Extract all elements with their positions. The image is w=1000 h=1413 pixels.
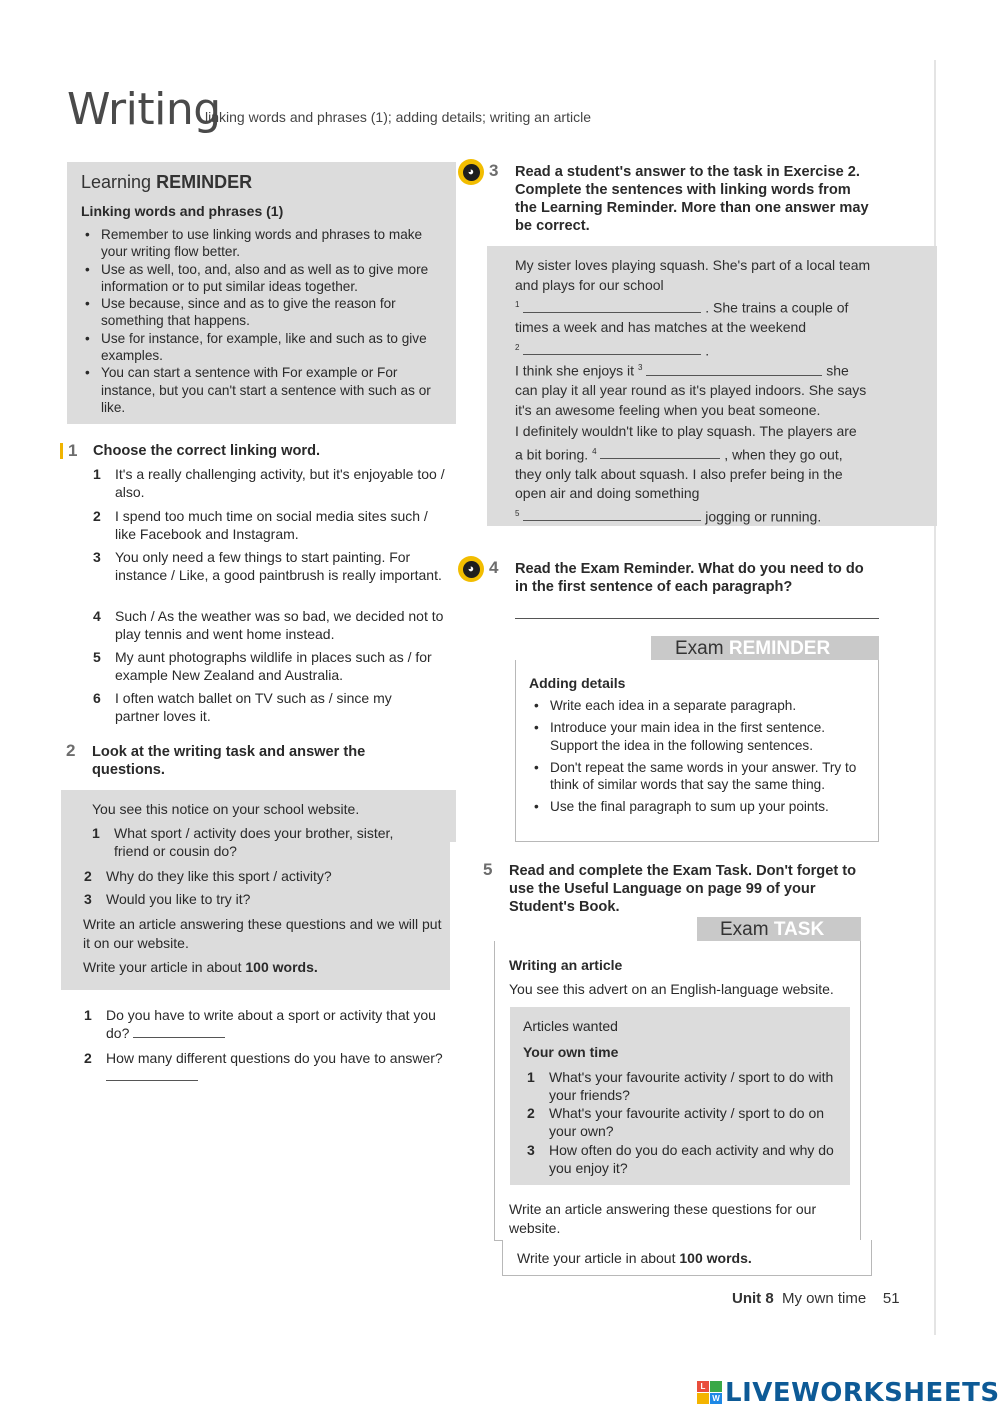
para1-text-b: . She trains a couple of times a week and has matches at the weekend: [515, 299, 849, 336]
item-number: 1: [93, 466, 101, 482]
para2-text-a: I think she enjoys it: [515, 362, 635, 379]
gap-number: 3: [637, 363, 643, 372]
liveworksheets-wordmark[interactable]: LIVEWORKSHEETS: [725, 1378, 1000, 1408]
item-number: 2: [527, 1105, 535, 1121]
exam-reminder-title: [675, 638, 830, 660]
gap-number: 5: [515, 508, 520, 518]
item-number: 4: [93, 608, 101, 624]
ex4-heading: Read the Exam Reminder. What do you need to do in the first sentence of each paragraph?: [515, 561, 864, 595]
ex1-heading: Choose the correct linking word.: [93, 443, 321, 459]
item-number: 2: [84, 1050, 92, 1066]
learning-reminder-title-light: Learning: [81, 172, 152, 192]
exam-task-intro: You see this advert on an English-language website.: [509, 981, 834, 997]
logo-cell: [710, 1381, 722, 1392]
exam-task-title: [720, 919, 824, 941]
item-number: 2: [93, 508, 101, 524]
item-number: 5: [93, 649, 101, 665]
gap-2-blank[interactable]: [523, 354, 701, 355]
student-answer-para2: [515, 358, 873, 420]
footer-page-number: 51: [882, 1290, 900, 1307]
learning-reminder-title-bold: REMINDER: [156, 172, 253, 192]
answer-blank[interactable]: [106, 1080, 198, 1081]
student-answer-para3: [515, 422, 867, 527]
exam-task-subtitle: Writing an article: [509, 957, 623, 973]
para3-text-c: jogging or running.: [705, 508, 822, 525]
list-item: [93, 507, 445, 543]
exam-reminder-list: [530, 697, 860, 816]
gap-4-blank[interactable]: [600, 458, 720, 459]
exam-task-title-bold: TASK: [773, 919, 825, 940]
list-item: • Use as well, too, and, also and as well as to give more information or to put similar ideas together.: [81, 261, 436, 296]
list-item: • Use for instance, for example, like and such as to give examples.: [81, 330, 436, 365]
item-number: 2: [84, 868, 92, 884]
lightbulb-icon: ◕: [458, 556, 484, 582]
list-item: • Write each idea in a separate paragraph.: [530, 697, 860, 714]
gap-1-blank[interactable]: [523, 312, 701, 313]
list-item: [527, 1068, 837, 1104]
exam-reminder-title-bold: REMINDER: [728, 638, 831, 659]
list-item: [527, 1141, 845, 1177]
para3-text-b: , when they go out, they only talk about squash. I also prefer being in the open air and doing something: [515, 446, 843, 502]
item-number: 1: [92, 825, 100, 841]
page-title: Writing: [67, 84, 221, 135]
item-number: 3: [93, 549, 101, 565]
ex2-number: 2: [66, 741, 76, 760]
ex4-number: 4: [489, 558, 499, 577]
advert-title: Articles wanted: [523, 1018, 618, 1034]
list-item: [84, 890, 444, 908]
ex5-number: 5: [483, 860, 493, 879]
logo-cell: W: [710, 1393, 722, 1404]
word-count-bold: 100 words.: [679, 1250, 752, 1266]
list-item: • Don't repeat the same words in your answer. Try to think of similar words that say the same thing.: [530, 759, 860, 794]
notice-line2-text: Write your article in about: [83, 959, 242, 975]
answer-blank[interactable]: [133, 1037, 225, 1038]
logo-cell: [697, 1393, 709, 1404]
ex5-heading: Read and complete the Exam Task. Don't forget to use the Useful Language on page 99 of your Student's Book.: [509, 863, 857, 915]
list-item: • Use the final paragraph to sum up your points.: [530, 798, 860, 815]
item-text[interactable]: My aunt photographs wildlife in places such as / for example New Zealand and Australia.: [115, 649, 432, 683]
item-number: 3: [84, 891, 92, 907]
item-text[interactable]: I often watch ballet on TV such as / since my partner loves it.: [115, 690, 392, 724]
list-item: • You can start a sentence with For example or For instance, but you can't start a sentence with such as or like.: [81, 364, 436, 416]
para2-text-b: she can play it all year round as it's played indoors. She says it's an awesome feeling when you beat someone.: [515, 362, 867, 418]
item-number: 1: [84, 1007, 92, 1023]
exam-reminder-subtitle: Adding details: [529, 675, 626, 691]
list-item: [93, 607, 455, 643]
para3-text-a: I definitely wouldn't like to play squash. The players are a bit boring.: [515, 423, 857, 463]
student-answer-para1: My sister loves playing squash. She's part of a local team and plays for our school $^1$ . She trains a couple of times a week and has matches at the weekend $^2$ .: [515, 257, 871, 359]
word-count-text: Write your article in about: [517, 1250, 676, 1266]
list-item: • Use because, since and as to give the reason for something that happens.: [81, 295, 436, 330]
ex1-number: 1: [68, 441, 78, 460]
ex3-number: 3: [489, 161, 499, 180]
list-item: • Introduce your main idea in the first sentence. Support the idea in the following sentences.: [530, 719, 860, 754]
page-subtitle: linking words and phrases (1); adding details; writing an article: [205, 109, 591, 125]
list-item: [84, 1049, 446, 1085]
exam-task-write-line: Write an article answering these questions for our website.: [509, 1201, 817, 1236]
item-number: 1: [527, 1069, 535, 1085]
exam-task-title-light: Exam: [720, 919, 769, 940]
footer-unit: Unit 8: [732, 1290, 774, 1307]
gap-number: 4: [592, 446, 597, 456]
lightbulb-icon: ◕: [458, 159, 484, 185]
item-text: What's your favourite activity / sport to do on your own?: [549, 1105, 825, 1139]
list-item: [527, 1104, 837, 1140]
ex4-answer-line[interactable]: [515, 618, 879, 619]
list-item: [93, 548, 445, 584]
liveworksheets-logo: [697, 1381, 723, 1405]
ex2-heading: Look at the writing task and answer the questions.: [92, 744, 366, 778]
para1-text-a: My sister loves playing squash. She's part of a local team and plays for our school: [515, 257, 871, 293]
item-text: How often do you do each activity and why do you enjoy it?: [549, 1142, 834, 1176]
list-item: [93, 648, 445, 684]
list-item: [84, 867, 444, 885]
item-number: 3: [527, 1142, 535, 1158]
list-item: [93, 689, 433, 725]
list-item: [84, 1006, 446, 1042]
item-text: What's your favourite activity / sport to do with your friends?: [549, 1069, 834, 1103]
item-text: Would you like to try it?: [106, 891, 251, 907]
exam-reminder-title-light: Exam: [675, 638, 724, 659]
exercise-marker: [60, 443, 63, 459]
item-text[interactable]: I spend too much time on social media sites such / like Facebook and Instagram.: [115, 508, 428, 542]
ex3-heading: Read a student's answer to the task in Exercise 2. Complete the sentences with linking words from the Learning Reminder. More than one answer may be correct.: [515, 164, 869, 234]
item-text: Why do they like this sport / activity?: [106, 868, 332, 884]
list-item: • Remember to use linking words and phrases to make your writing flow better.: [81, 226, 436, 261]
footer-unit-title: My own time: [782, 1290, 867, 1307]
gap-5-blank[interactable]: [523, 520, 701, 521]
learning-reminder-title: [81, 172, 252, 193]
notice-line1: Write an article answering these questions and we will put it on our website.: [83, 916, 442, 951]
notice-intro: You see this notice on your school website.: [92, 801, 360, 817]
logo-cell: L: [697, 1381, 709, 1392]
item-text: How many different questions do you have to answer?: [106, 1050, 443, 1066]
gap-3-blank[interactable]: [646, 375, 822, 376]
item-text[interactable]: It's a really challenging activity, but it's enjoyable too / also.: [115, 466, 445, 500]
item-number: 6: [93, 690, 101, 706]
notice-line2-bold: 100 words.: [245, 959, 318, 975]
item-text: What sport / activity does your brother, sister, friend or cousin do?: [114, 825, 394, 859]
gap-number: 1: [515, 300, 520, 309]
list-item: [92, 824, 432, 860]
learning-reminder-subtitle: Linking words and phrases (1): [81, 203, 284, 219]
exam-task-word-count: [517, 1250, 752, 1266]
gap-number: 2: [515, 342, 520, 352]
list-item: [93, 465, 445, 501]
page-footer: [732, 1290, 900, 1307]
item-text[interactable]: Such / As the weather was so bad, we decided not to play tennis and went home instead.: [115, 608, 444, 642]
advert-subtitle: Your own time: [523, 1044, 619, 1060]
item-text[interactable]: You only need a few things to start painting. For instance / Like, a good paintbrush is really important.: [115, 549, 442, 583]
learning-reminder-list: [81, 226, 436, 416]
item-text: Do you have to write about a sport or activity that you do?: [106, 1007, 436, 1041]
notice-line2: [83, 959, 318, 975]
